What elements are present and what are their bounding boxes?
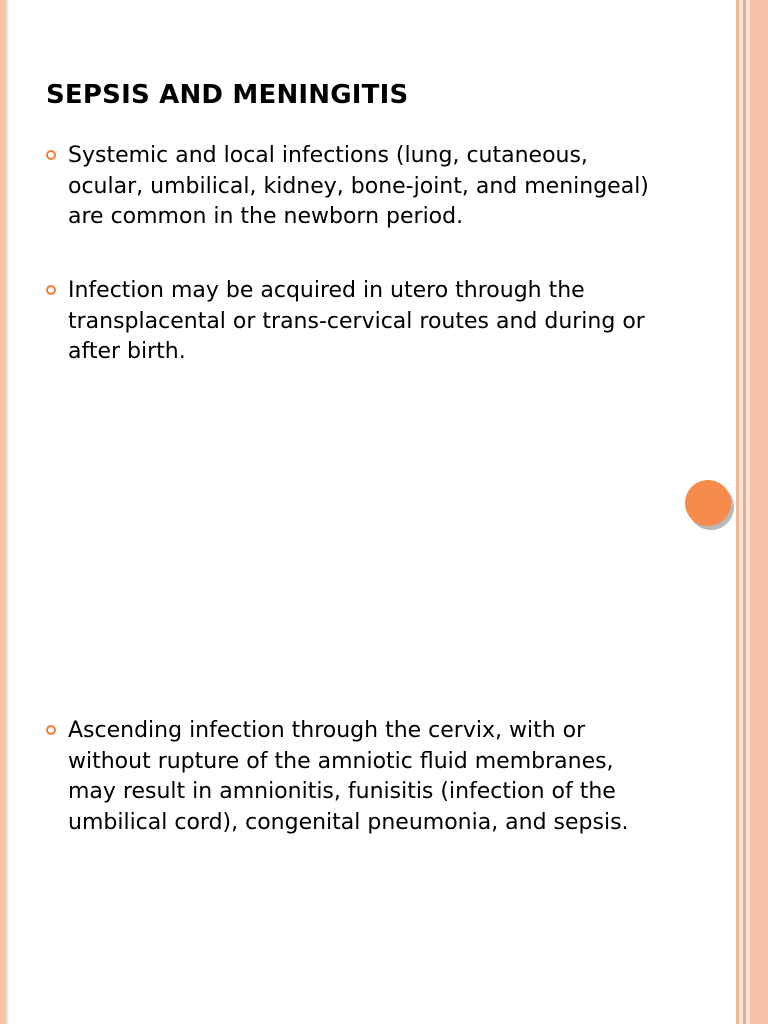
bullet-text: Ascending infection through the cervix, with or without rupture of the amniotic fluid membranes, may result in amnionitis, funisitis (infection of the umbilical cord), congenital pneumonia, and sepsis. [68,718,629,835]
slide-title: SEPSIS AND MENINGITIS [46,80,409,110]
hollow-circle-bullet-icon [46,150,56,160]
right-decorative-stripes [736,0,768,1024]
bullet-item [46,276,666,368]
stripe [750,0,768,1024]
orange-circle-decoration [685,480,731,526]
bullet-item [46,716,666,838]
hollow-circle-bullet-icon [46,285,56,295]
bullet-text: Infection may be acquired in utero through the transplacental or trans-cervical routes and during or after birth. [68,278,645,364]
hollow-circle-bullet-icon [46,725,56,735]
bullet-text: Systemic and local infections (lung, cutaneous, ocular, umbilical, kidney, bone-joint, and meningeal) are common in the newborn period. [68,143,649,229]
bullet-item [46,141,666,233]
left-border-inner-line [6,0,8,1024]
